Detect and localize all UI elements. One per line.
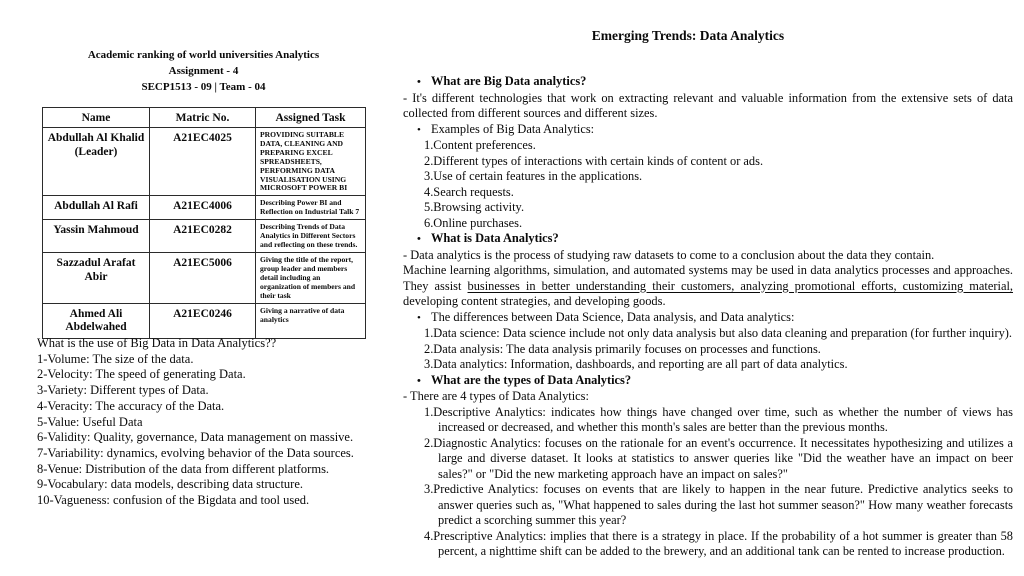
cell-name: Abdullah Al Rafi xyxy=(43,196,150,220)
paragraph xyxy=(403,91,1013,122)
bullet-heading-label: What are Big Data analytics? xyxy=(431,74,587,88)
column-header-name: Name xyxy=(43,108,150,128)
table-row xyxy=(43,253,366,304)
assignment-header xyxy=(42,47,365,95)
item-text: Search requests. xyxy=(433,184,514,199)
numbered-item xyxy=(424,436,1013,483)
item-number: 2. xyxy=(424,341,434,356)
table-row xyxy=(43,220,366,253)
cell-name: Ahmed Ali Abdelwahed xyxy=(43,303,150,338)
v-list-item: 2-Velocity: The speed of generating Data. xyxy=(37,367,246,382)
bullet-heading-label: What is Data Analytics? xyxy=(431,231,559,245)
item-number: 1. xyxy=(424,404,434,419)
bullet-heading-label: Examples of Big Data Analytics: xyxy=(431,121,595,136)
bullet-icon: • xyxy=(417,311,421,324)
v-list-title: What is the use of Big Data in Data Analytics?? xyxy=(37,336,277,350)
cell-task: Describing Trends of Data Analytics in Different Sectors and reflecting on these trends. xyxy=(256,220,366,253)
v-list-item: 4-Veracity: The accuracy of the Data. xyxy=(37,398,225,413)
cell-matric: A21EC0246 xyxy=(150,303,256,338)
item-text: Prescriptive Analytics: implies that there is a strategy in place. If the probability of a hot summer is greater than 58 percent, a nighttime shift can be added to the brewery, and an additional tank can be rented to increase production. xyxy=(433,528,1013,558)
item-text: Different types of interactions with certain kinds of content or ads. xyxy=(433,153,764,168)
numbered-item xyxy=(424,326,1013,342)
assignment-number: Assignment - 4 xyxy=(168,65,239,77)
v-list-items xyxy=(37,352,397,509)
item-text: Data analytics: Information, dashboards, and reporting are all part of data analytics. xyxy=(433,357,848,371)
numbered-item xyxy=(424,169,1013,185)
column-header-task: Assigned Task xyxy=(256,108,366,128)
paragraph xyxy=(403,248,1013,264)
paragraph-text: Machine learning algorithms, simulation, and automated systems may be used in data analytics processes and approaches. They assist xyxy=(403,263,1013,293)
numbered-item xyxy=(424,342,1013,358)
assignment-title: Academic ranking of world universities Analytics xyxy=(87,49,320,61)
item-text: Descriptive Analytics: indicates how things have changed over time, such as whether the number of views has increased or decreased, and whether this month's sales are better than the previous months. xyxy=(433,404,1013,434)
numbered-item xyxy=(424,529,1013,560)
paragraph-text: - It's different technologies that work on extracting relevant and valuable information from the extensive sets of data collected from different sources and different sizes. xyxy=(403,90,1013,120)
cell-matric: A21EC5006 xyxy=(150,253,256,304)
paragraph xyxy=(403,389,1013,405)
numbered-item xyxy=(424,405,1013,436)
cell-task: PROVIDING SUITABLE DATA, CLEANING AND PREPARING EXCEL SPREADSHEETS, PERFORMING DATA VISUALISATION USING MICROSOFT POWER BI xyxy=(256,128,366,196)
bullet-heading-label: What are the types of Data Analytics? xyxy=(431,372,632,387)
numbered-item xyxy=(424,154,1013,170)
v-list-item: 3-Variety: Different types of Data. xyxy=(37,383,209,398)
paragraph-text: developing content strategies, and developing goods. xyxy=(403,294,666,308)
item-text: Data science: Data science include not only data analysis but also data cleaning and preparation (for further inquiry). xyxy=(433,326,1012,340)
bullet-heading xyxy=(403,373,1013,390)
page-title: Emerging Trends: Data Analytics xyxy=(591,28,785,43)
item-text: Predictive Analytics: focuses on events that are likely to happen in the near future. Predictive analytics seeks to answer queries such as, "What happened to sales during the last hot summer season?" How many weather forecasts predict a scorching summer this year? xyxy=(433,482,1013,527)
item-number: 2. xyxy=(424,435,434,450)
item-text: Use of certain features in the applications. xyxy=(433,169,643,183)
paragraph-text: - There are 4 types of Data Analytics: xyxy=(403,389,589,403)
item-text: Online purchases. xyxy=(433,215,523,230)
bullet-heading-label: The differences between Data Science, Data analysis, and Data analytics: xyxy=(431,309,795,324)
numbered-item xyxy=(424,357,1013,373)
bullet-icon: • xyxy=(417,374,421,387)
cell-matric: A21EC0282 xyxy=(150,220,256,253)
item-number: 1. xyxy=(424,138,434,152)
bullet-heading xyxy=(403,122,1013,139)
cell-matric: A21EC4025 xyxy=(150,128,256,196)
numbered-item xyxy=(424,482,1013,529)
numbered-item xyxy=(424,138,1013,154)
section-team: SECP1513 - 09 | Team - 04 xyxy=(141,81,266,93)
cell-task: Giving a narrative of data analytics xyxy=(256,303,366,338)
item-number: 3. xyxy=(424,169,434,183)
cell-name: Yassin Mahmoud xyxy=(43,220,150,253)
item-text: Browsing activity. xyxy=(433,200,525,214)
item-text: Data analysis: The data analysis primarily focuses on processes and functions. xyxy=(433,341,821,356)
v-list-item: 8-Venue: Distribution of the data from different platforms. xyxy=(37,461,330,476)
cell-task: Giving the title of the report, group leader and members detail including an organization of members and their task xyxy=(256,253,366,304)
v-list-item: 6-Validity: Quality, governance, Data management on massive. xyxy=(37,430,354,445)
item-text: Content preferences. xyxy=(433,138,536,152)
cell-name: Abdullah Al Khalid (Leader) xyxy=(43,128,150,196)
cell-name: Sazzadul Arafat Abir xyxy=(43,253,150,304)
item-number: 2. xyxy=(424,153,434,168)
cell-task: Describing Power BI and Reflection on Industrial Talk 7 xyxy=(256,196,366,220)
v-list-item: 10-Vagueness: confusion of the Bigdata and tool used. xyxy=(37,493,310,508)
item-number: 1. xyxy=(424,326,434,340)
bullet-heading xyxy=(403,231,1013,248)
v-list-item: 1-Volume: The size of the data. xyxy=(37,351,194,366)
v-list-item: 9-Vocabulary: data models, describing data structure. xyxy=(37,477,304,492)
item-number: 6. xyxy=(424,215,434,230)
column-header-matric: Matric No. xyxy=(150,108,256,128)
bullet-icon: • xyxy=(417,76,421,88)
v-list-item: 7-Variability: dynamics, evolving behavior of the Data sources. xyxy=(37,445,354,460)
item-text: Diagnostic Analytics: focuses on the rationale for an event's occurrence. It necessitates hypothesizing and utilizes a large and diverse dataset. It looks at statistics to answer queries like "Did the weather have an impact on beer sales?" or "Did the new marketing approach have an impact on sales?" xyxy=(433,435,1013,481)
numbered-item xyxy=(424,216,1013,232)
numbered-item xyxy=(424,200,1013,216)
table-row xyxy=(43,196,366,220)
table-row xyxy=(43,128,366,196)
item-number: 5. xyxy=(424,200,434,214)
numbered-item xyxy=(424,185,1013,201)
right-column-content xyxy=(403,74,1013,560)
big-data-v-list xyxy=(37,336,397,509)
bullet-heading xyxy=(403,74,1013,91)
table-row xyxy=(43,303,366,338)
cell-matric: A21EC4006 xyxy=(150,196,256,220)
paragraph-text: - Data analytics is the process of studying raw datasets to come to a conclusion about the data they contain. xyxy=(403,247,935,262)
members-table-body xyxy=(43,128,366,339)
team-members-table xyxy=(42,107,366,339)
v-list-item: 5-Value: Useful Data xyxy=(37,414,143,429)
item-number: 4. xyxy=(424,184,434,199)
table-header-row xyxy=(43,108,366,128)
item-number: 3. xyxy=(424,357,434,371)
bullet-icon: • xyxy=(417,233,421,245)
item-number: 3. xyxy=(424,482,434,496)
bullet-heading xyxy=(403,310,1013,327)
paragraph xyxy=(403,263,1013,310)
underlined-text: businesses in better understanding their customers, analyzing promotional efforts, customizing material, xyxy=(467,278,1013,293)
bullet-icon: • xyxy=(417,123,421,136)
item-number: 4. xyxy=(424,528,434,543)
